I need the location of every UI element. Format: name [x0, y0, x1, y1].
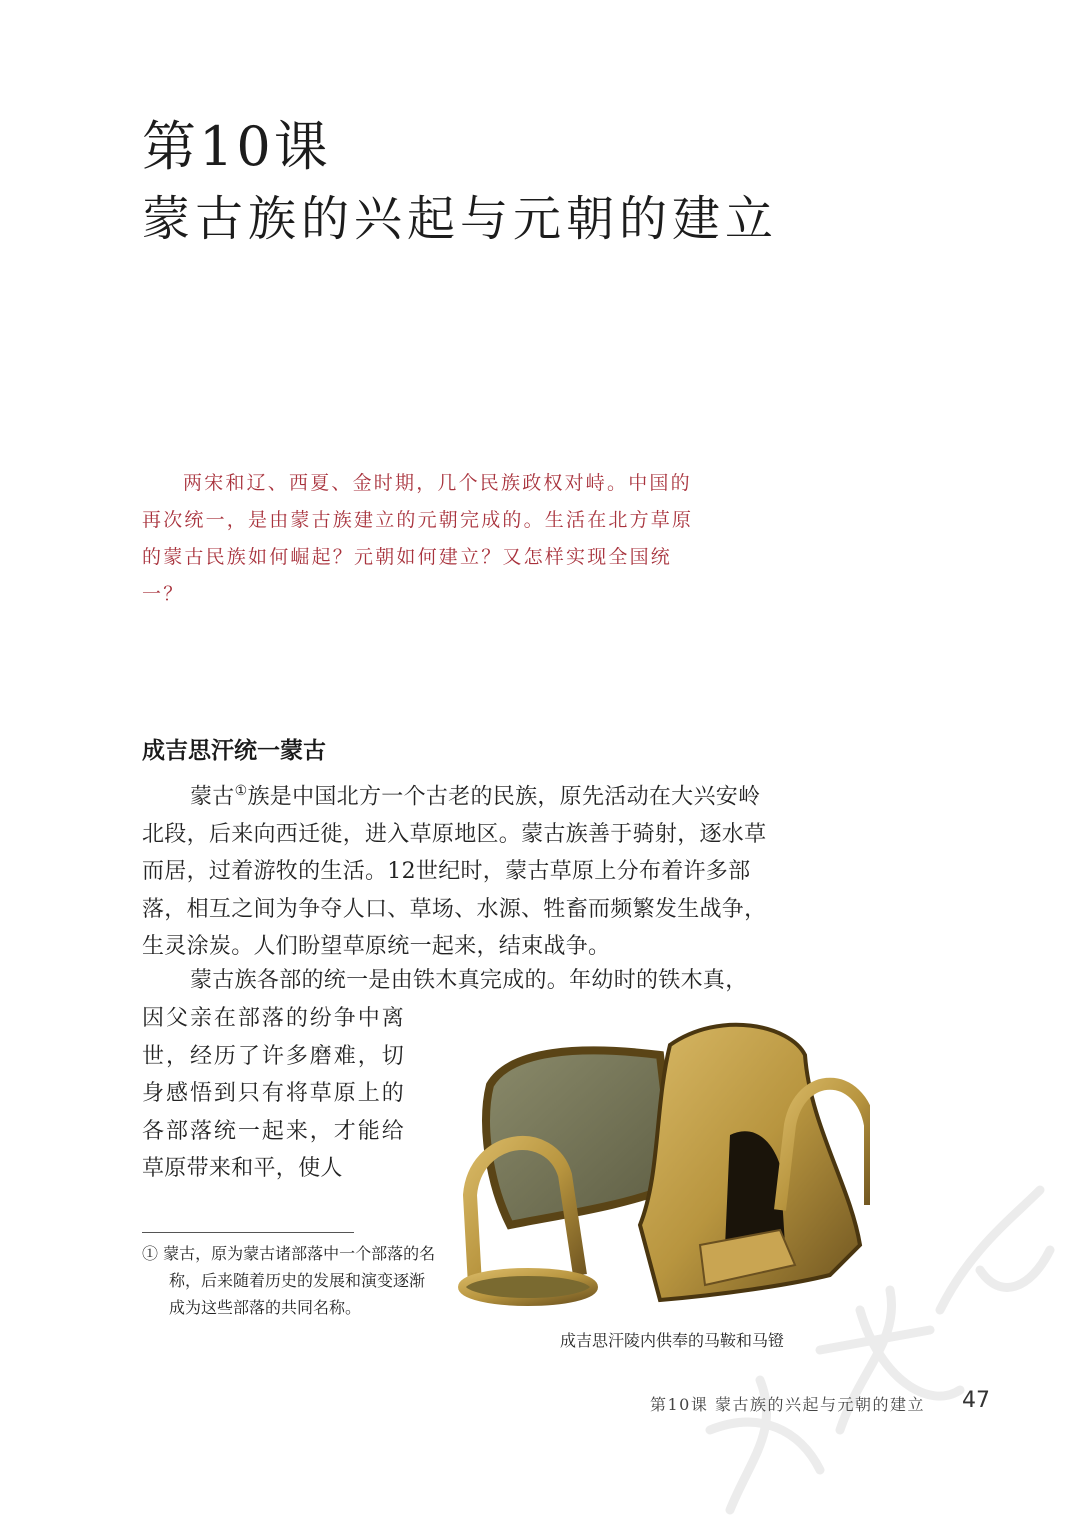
para1-rest: 族是中国北方一个古老的民族，原先活动在大兴安岭北段，后来向西迁徙，进入草原地区。蒙古族善于骑射，逐水草而居，过着游牧的生活。12世纪时，蒙古草原上分布着许多部落，相互之间为争夺人口、草场、水源、牲畜而频繁发生战争，生灵涂炭。人们盼望草原统一起来，结束战争。 — [142, 784, 767, 960]
footnote: ① 蒙古，原为蒙古诸部落中一个部落的名称，后来随着历史的发展和演变逐渐成为这些部落的共同名称。 — [142, 1244, 436, 1317]
lesson-number: 第10课 — [142, 115, 331, 178]
saddle — [486, 1025, 860, 1300]
para1-lead: 蒙古 — [190, 784, 235, 810]
footnote-rule — [142, 1232, 354, 1233]
lesson-title-text: 蒙古族的兴起与元朝的建立 — [142, 191, 779, 247]
footer-lesson-title: 第10课 蒙古族的兴起与元朝的建立 — [650, 1395, 925, 1414]
page-number: 47 — [962, 1388, 990, 1413]
intro-paragraph: 两宋和辽、西夏、金时期，几个民族政权对峙。中国的再次统一，是由蒙古族建立的元朝完成的。生活在北方草原的蒙古民族如何崛起？元朝如何建立？又怎样实现全国统一？ — [142, 472, 694, 605]
section-heading: 成吉思汗统一蒙古 — [142, 738, 326, 764]
figure-caption: 成吉思汗陵内供奉的马鞍和马镫 — [560, 1331, 785, 1350]
footnote-marker[interactable]: ① — [234, 783, 248, 799]
body-paragraph-2-first-line: 蒙古族各部的统一是由铁木真完成的。年幼时的铁木真， — [190, 968, 748, 993]
saddle-stirrup-figure — [450, 1015, 870, 1315]
body-paragraph-1 — [142, 773, 782, 966]
lesson-title — [142, 112, 778, 256]
body-paragraph-2-wrapped: 因父亲在部落的纷争中离世，经历了许多磨难，切身感悟到只有将草原上的各部落统一起来，才能给草原带来和平，使人 — [142, 1006, 404, 1181]
